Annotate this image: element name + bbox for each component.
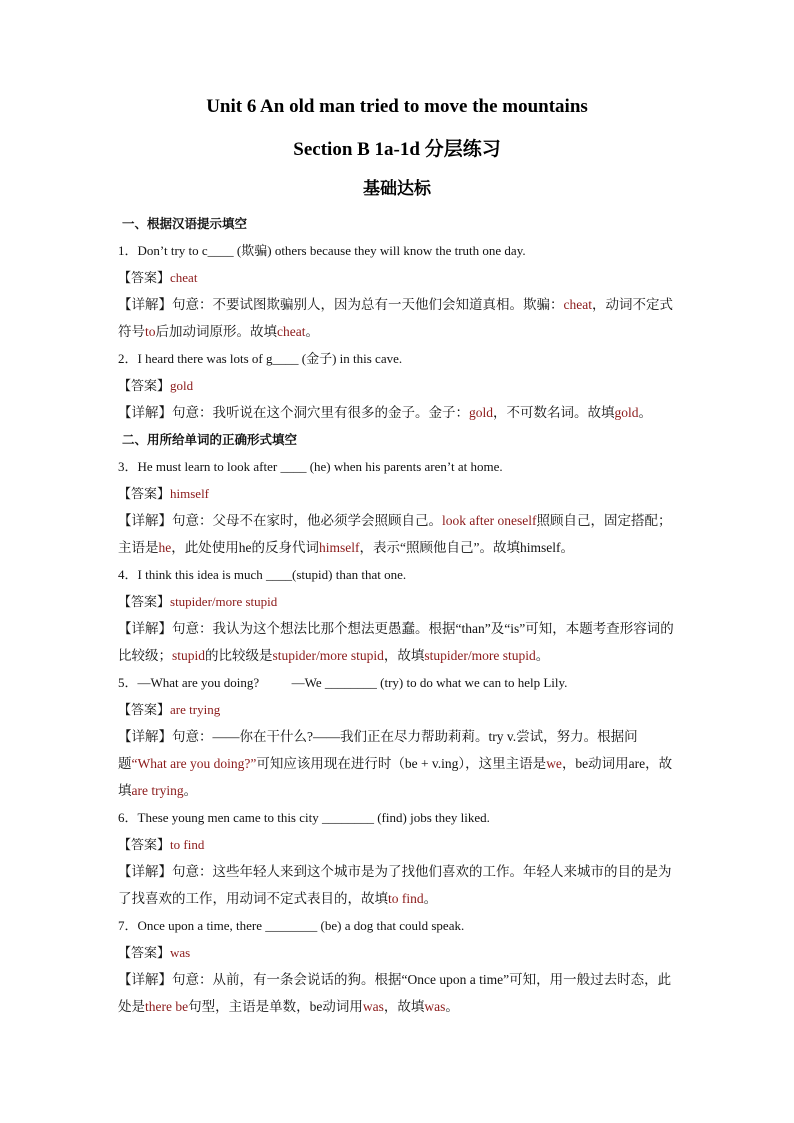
detail-text: 可知应该用现在进行时（be + v.ing），这里主语是 [256,756,547,771]
detail-text: 后加动词原形。故填 [155,324,278,339]
exercise-item [118,561,678,669]
detail-paragraph [118,723,678,804]
detail-text: ，动词不定式符号 [118,297,673,339]
answer-line [118,264,678,291]
answer-line [118,939,678,966]
question-text: 2．I heard there was lots of g____ (金子) in this cave. [118,351,403,366]
answer-value: stupider/more stupid [170,594,278,609]
answer-label: 【答案】 [118,702,171,717]
detail-mark: to [145,324,156,339]
unit-title: Unit 6 An old man tried to move the mountains [206,96,588,117]
detail-label: 【详解】 [118,405,172,420]
detail-mark: there be [145,999,189,1014]
answer-value: cheat [170,270,198,285]
detail-text: 。 [423,891,438,906]
detail-text: 。 [535,648,550,663]
detail-label: 【详解】 [118,972,172,987]
detail-paragraph [118,399,678,426]
detail-text: 句型，主语是单数，be动词用 [188,999,363,1014]
detail-mark: stupid [172,648,206,663]
detail-paragraph [118,966,678,1020]
answer-label: 【答案】 [118,594,171,609]
detail-text: 句意：父母不在家时，他必须学会照顾自己。 [172,513,442,528]
question-text: 7．Once upon a time, there ________ (be) a dog that could speak. [118,918,465,933]
detail-paragraph [118,615,678,669]
detail-label: 【详解】 [118,864,172,879]
detail-mark: he [158,540,172,555]
question-text: 5．—What are you doing? —We ________ (try) to do what we can to help Lily. [118,675,568,690]
answer-line [118,831,678,858]
detail-text: 句意：这些年轻人来到这个城市是为了找他们喜欢的工作。年轻人来城市的目的是为了找喜欢的工作，用动词不定式表目的，故填 [118,864,672,906]
detail-mark: we [546,756,562,771]
answer-value: are trying [170,702,221,717]
question-text: 4．I think this idea is much ____(stupid) than that one. [118,567,407,582]
exercise-content [118,210,678,1020]
answer-label: 【答案】 [118,486,171,501]
question-text: 3．He must learn to look after ____ (he) when his parents aren’t at home. [118,459,503,474]
exercise-item [118,237,678,345]
detail-paragraph [118,858,678,912]
detail-text: ，be动词用are，故填 [118,756,673,798]
detail-mark: gold [469,405,494,420]
detail-text: 句意：——你在干什么?——我们正在尽力帮助莉莉。try v.尝试，努力。根据问题 [118,729,638,771]
detail-text: ，此处使用he的反身代词 [171,540,319,555]
detail-text: 的比较级是 [205,648,273,663]
detail-paragraph [118,507,678,561]
section-heading: 一、根据汉语提示填空 [122,216,248,231]
answer-value: gold [170,378,194,393]
detail-mark: cheat [277,324,306,339]
detail-mark: “What are you doing?” [131,756,257,771]
detail-mark: to find [388,891,424,906]
answer-line [118,696,678,723]
detail-text: ，故填 [383,999,425,1014]
answer-label: 【答案】 [118,945,171,960]
exercise-item [118,453,678,561]
detail-label: 【详解】 [118,621,172,636]
exercise-item [118,912,678,1020]
detail-text: 。 [305,324,319,339]
exercise-item [118,804,678,912]
exercise-item [118,669,678,804]
detail-mark: was [362,999,384,1014]
answer-label: 【答案】 [118,378,171,393]
answer-label: 【答案】 [118,270,171,285]
answer-label: 【答案】 [118,837,171,852]
detail-mark: was [424,999,446,1014]
answer-line [118,588,678,615]
detail-text: 句意：不要试图欺骗别人，因为总有一天他们会知道真相。欺骗： [172,297,564,312]
detail-text: 句意：我认为这个想法比那个想法更愚蠢。根据“than”及“is”可知，本题考查形容词的比较级； [118,621,674,663]
answer-line [118,372,678,399]
detail-text: 。 [638,405,653,420]
detail-mark: himself [319,540,360,555]
detail-mark: stupider/more stupid [272,648,384,663]
detail-mark: stupider/more stupid [424,648,536,663]
detail-mark: cheat [563,297,592,312]
detail-text: ，表示“照顾他自己”。故填himself。 [359,540,574,555]
detail-text: 。 [445,999,459,1014]
detail-mark: gold [614,405,639,420]
detail-text: 句意：我听说在这个洞穴里有很多的金子。金子： [172,405,469,420]
answer-value: to find [170,837,205,852]
section-heading: 二、用所给单词的正确形式填空 [122,432,298,447]
detail-text: ，故填 [383,648,425,663]
question-text: 1．Don’t try to c____ (欺骗) others because they will know the truth one day. [118,243,526,258]
detail-text: ，不可数名词。故填 [493,405,615,420]
detail-text: 。 [183,783,198,798]
detail-label: 【详解】 [118,729,172,744]
answer-value: himself [170,486,210,501]
section-title: Section B 1a-1d 分层练习 [293,139,501,160]
detail-text: 照顾自己，固定搭配；主语是 [118,513,672,555]
detail-paragraph [118,291,678,345]
detail-label: 【详解】 [118,513,172,528]
answer-value: was [170,945,191,960]
detail-text: 句意：从前，有一条会说话的狗。根据“Once upon a time”可知，用一般过去时态，此处是 [118,972,672,1014]
detail-mark: are trying [131,783,184,798]
question-text: 6．These young men came to this city ________ (find) jobs they liked. [118,810,490,825]
detail-label: 【详解】 [118,297,172,312]
exercise-item [118,345,678,426]
answer-line [118,480,678,507]
detail-mark: look after oneself [442,513,537,528]
level-title: 基础达标 [363,179,431,198]
